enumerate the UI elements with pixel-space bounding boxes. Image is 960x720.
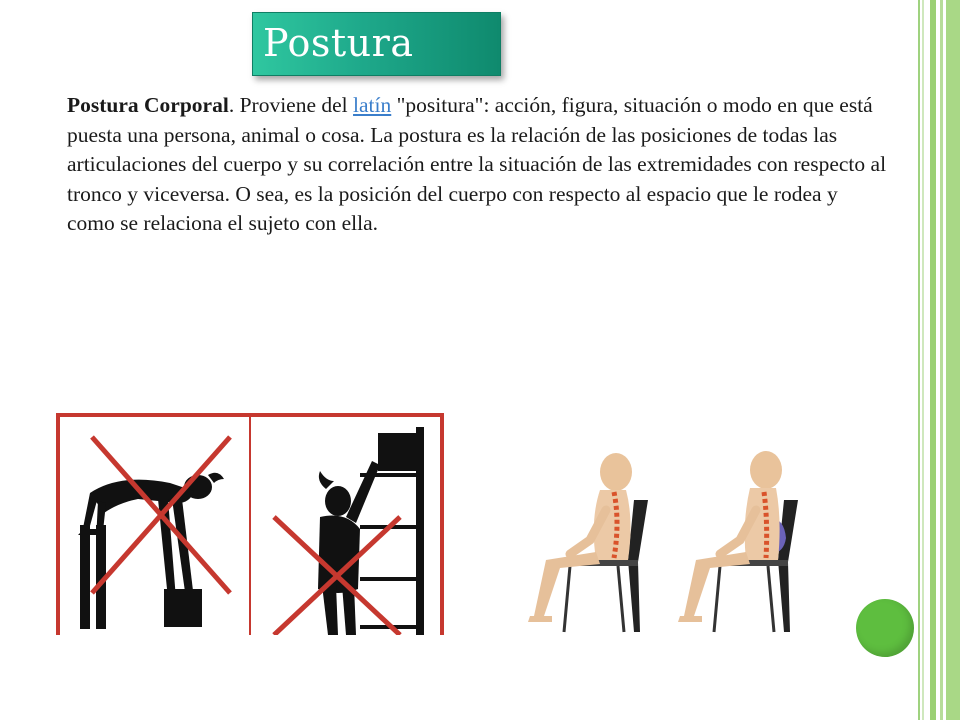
wrong-postures-image: [56, 413, 444, 635]
body-rest: "positura": acción, figura, situación o modo en que está puesta una persona, animal o cosa. La postura es la relación de las posiciones de todas las articulaciones del cuerpo y su correlación entre la situación de las extremidades con respecto al tronco y viceversa. O sea, es la posición del cuerpo con respecto al espacio que le rodea y como se relaciona el sujeto con ella.: [67, 93, 887, 235]
slide-title: Postura: [263, 21, 414, 65]
decorative-green-circle: [856, 599, 914, 657]
decorative-border: [918, 0, 960, 720]
latin-link[interactable]: latín: [353, 93, 392, 117]
sitting-postures-image: [516, 440, 816, 635]
body-paragraph: [67, 91, 887, 239]
term-bold: Postura Corporal: [67, 93, 229, 117]
term-intro: . Proviene del: [228, 93, 354, 117]
slide-title-box: [252, 12, 501, 76]
